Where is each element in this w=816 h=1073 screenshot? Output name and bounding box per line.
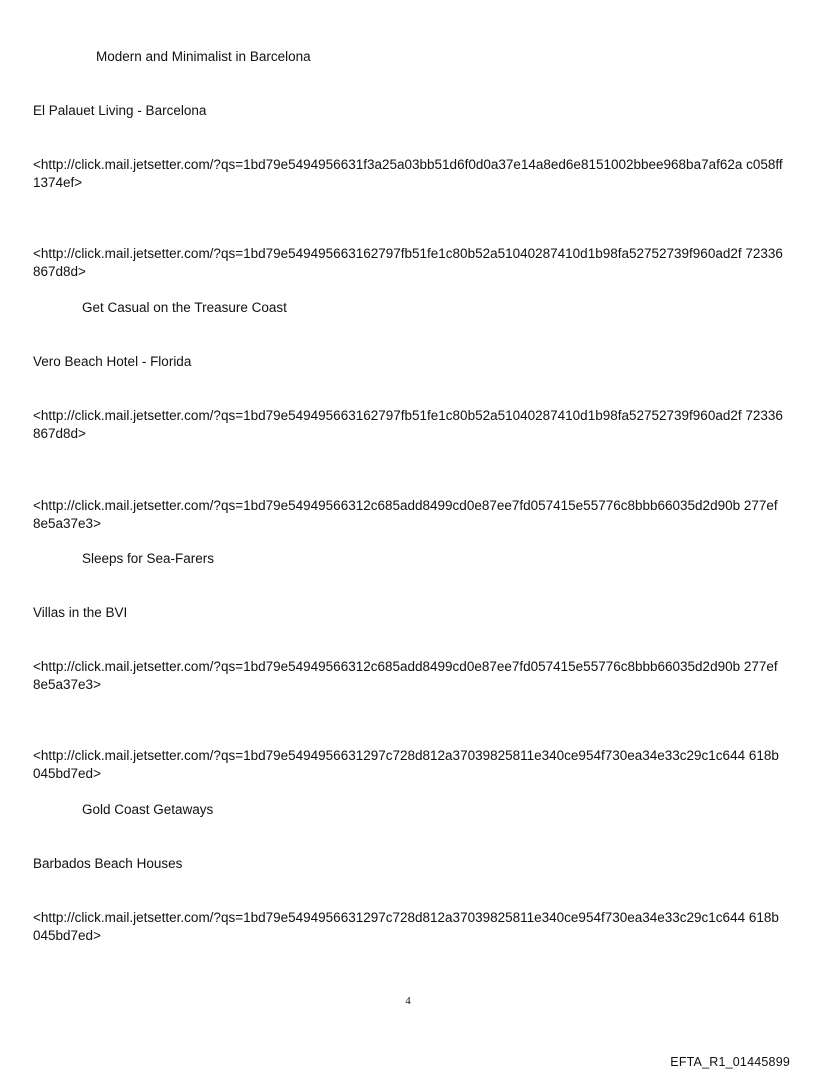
url-line: <http://click.mail.jetsetter.com/?qs=1bd79e5494956631297c728d812a37039825811e340ce954f730ea34e33c29c1c644 618b045bd7ed> [33,910,779,943]
property-name-barbados: Barbados Beach Houses [33,856,183,871]
url-line: <http://click.mail.jetsetter.com/?qs=1bd79e5494956631297c728d812a37039825811e340ce954f730ea34e33c29c1c644 618b045bd7ed> [33,748,779,781]
property-name-el-palauet: El Palauet Living - Barcelona [33,103,207,118]
url-line: <http://click.mail.jetsetter.com/?qs=1bd79e5494956631f3a25a03bb51d6f0d0a37e14a8ed6e8151002bbee968ba7af62a c058ff1374ef> [33,157,783,190]
url-line: <http://click.mail.jetsetter.com/?qs=1bd79e54949566312c685add8499cd0e87ee7fd057415e55776c8bbb66035d2d90b 277ef8e5a37e3> [33,659,778,692]
property-name-bvi-villas: Villas in the BVI [33,605,128,620]
url-line: <http://click.mail.jetsetter.com/?qs=1bd79e549495663162797fb51fe1c80b52a51040287410d1b98fa52752739f960ad2f 72336867d8d> [33,246,783,279]
url-line: <http://click.mail.jetsetter.com/?qs=1bd79e549495663162797fb51fe1c80b52a51040287410d1b98fa52752739f960ad2f 72336867d8d> [33,408,783,441]
section-heading-treasure-coast: Get Casual on the Treasure Coast [82,300,287,315]
section-heading-sea-farers: Sleeps for Sea-Farers [82,551,215,566]
bates-stamp: EFTA_R1_01445899 [670,1055,790,1069]
section-heading-barcelona: Modern and Minimalist in Barcelona [96,49,311,64]
section-heading-gold-coast: Gold Coast Getaways [82,802,214,817]
page-number: 4 [405,995,411,1007]
property-name-vero-beach: Vero Beach Hotel - Florida [33,354,192,369]
url-line: <http://click.mail.jetsetter.com/?qs=1bd79e54949566312c685add8499cd0e87ee7fd057415e55776c8bbb66035d2d90b 277ef8e5a37e3> [33,498,778,531]
